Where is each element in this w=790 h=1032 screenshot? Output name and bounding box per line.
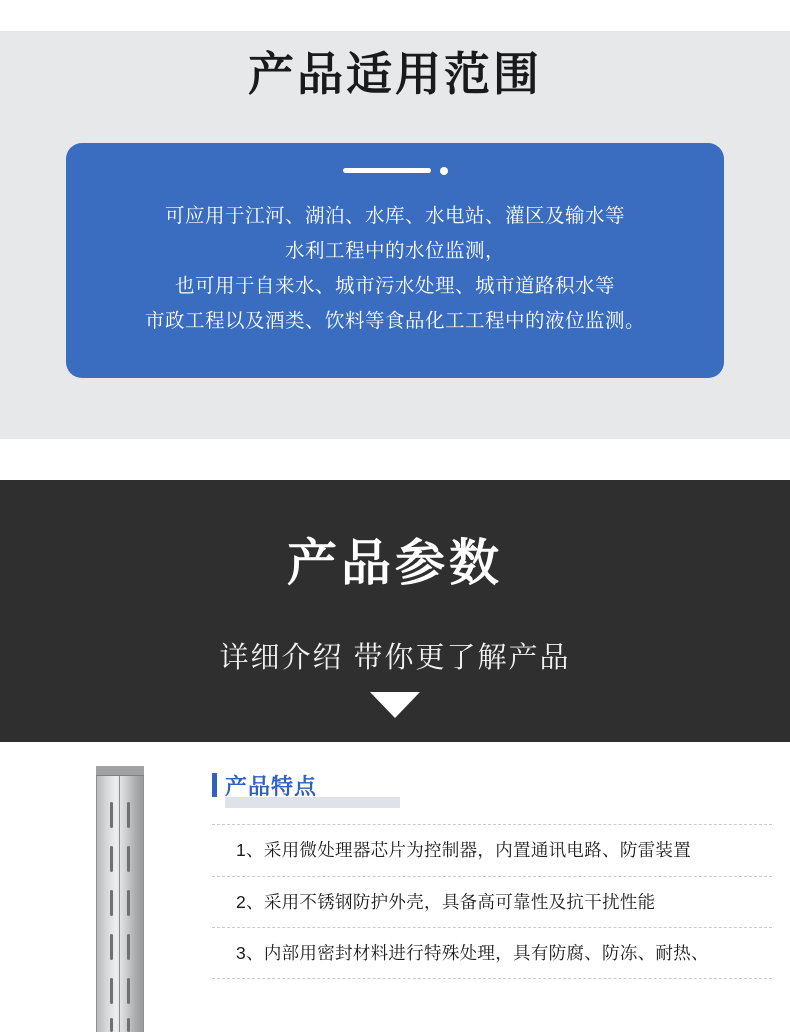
triangle-down-icon — [370, 692, 420, 718]
scope-line-2: 水利工程中的水位监测， — [284, 239, 505, 262]
pole-slot — [110, 890, 113, 916]
pole-top-cap — [96, 766, 144, 776]
pole-slot — [110, 978, 113, 1004]
pole-slot — [110, 1018, 113, 1032]
product-image — [96, 766, 151, 1032]
page-title: 产品适用范围 — [248, 47, 542, 100]
features-section — [0, 742, 790, 1032]
card-decoration — [66, 167, 724, 175]
params-title: 产品参数 — [287, 535, 503, 592]
features-heading-text: 产品特点 — [225, 774, 318, 800]
pole-slot — [127, 934, 130, 960]
scope-card — [66, 143, 724, 378]
scope-section — [0, 31, 790, 439]
list-item: 2、采用不锈钢防护外壳，具备高可靠性及抗干扰性能 — [212, 877, 772, 928]
scope-line-4: 市政工程以及酒类、饮料等食品化工工程中的液位监测。 — [144, 309, 645, 332]
scope-line-3: 也可用于自来水、城市污水处理、城市道路积水等 — [174, 274, 615, 297]
pole-slot — [110, 802, 113, 828]
pole-slot — [127, 890, 130, 916]
pole-slot — [127, 802, 130, 828]
list-item: 3、内部用密封材料进行特殊处理，具有防腐、防冻、耐热、 — [212, 928, 772, 979]
features-panel — [212, 770, 772, 979]
features-list — [212, 824, 772, 979]
sensor-pole-graphic — [96, 766, 144, 1032]
list-item: 1、采用微处理器芯片为控制器，内置通讯电路、防雷装置 — [212, 824, 772, 876]
params-subtitle: 详细介绍 带你更了解产品 — [219, 641, 571, 674]
product-detail-page — [0, 31, 790, 991]
pole-slot — [110, 934, 113, 960]
dot-decoration — [440, 167, 448, 175]
pole-slot — [127, 978, 130, 1004]
heading-accent-bar — [212, 773, 217, 797]
pole-seam — [119, 776, 120, 1032]
pole-slot — [110, 846, 113, 872]
scope-card-text — [66, 199, 724, 339]
params-banner-section — [0, 480, 790, 742]
features-heading — [212, 770, 772, 806]
scope-line-1: 可应用于江河、湖泊、水库、水电站、灌区及输水等 — [164, 204, 625, 227]
dash-decoration — [343, 168, 431, 173]
pole-slot — [127, 846, 130, 872]
pole-slot — [127, 1018, 130, 1032]
